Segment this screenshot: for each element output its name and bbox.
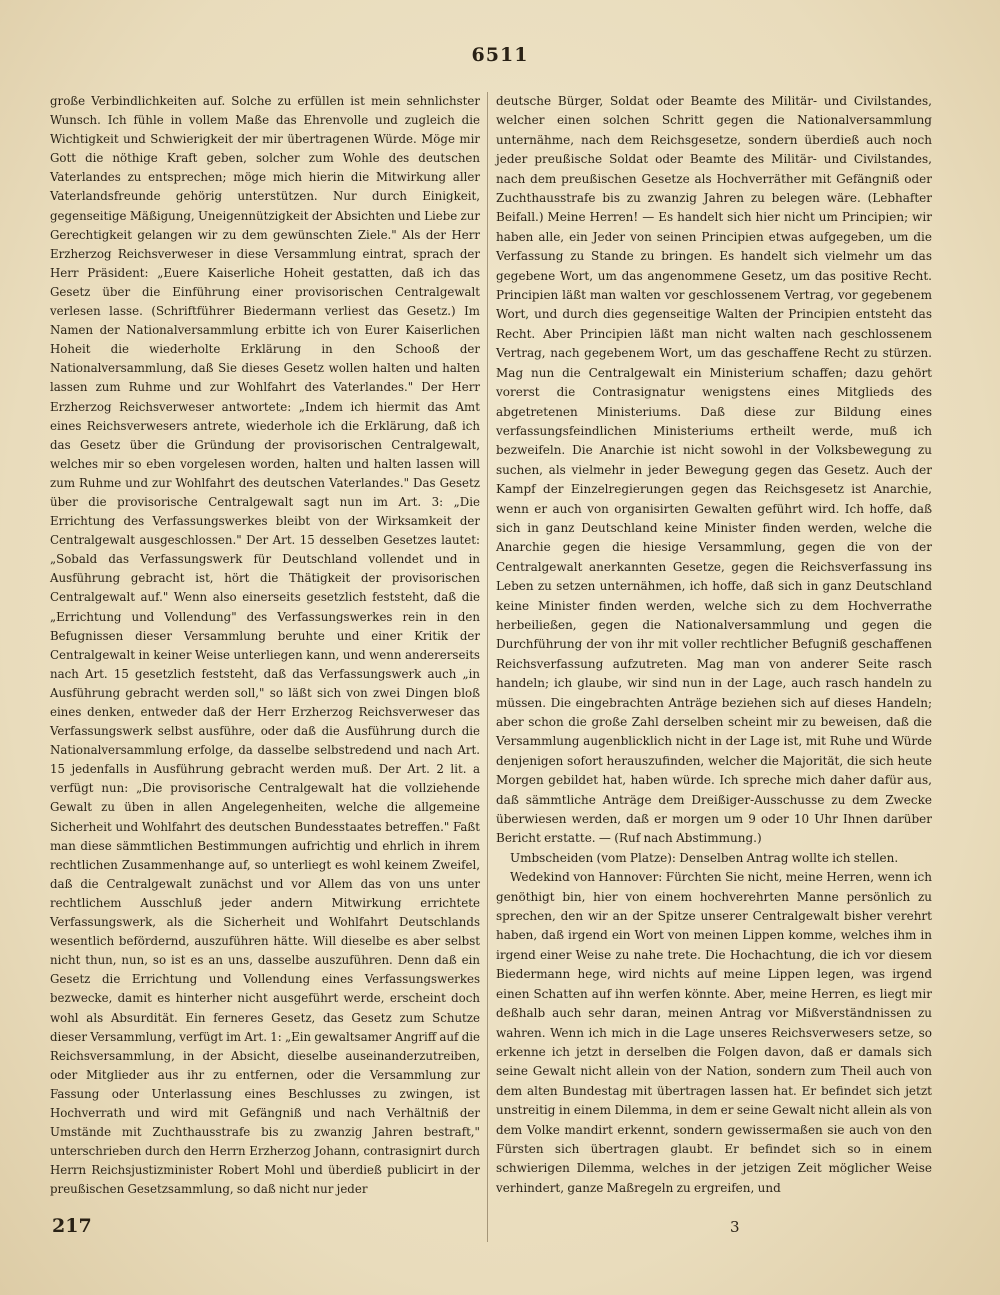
left-column [50, 92, 480, 1199]
signature-number: 217 [52, 1215, 92, 1237]
sheet-number: 3 [730, 1218, 740, 1236]
right-column [496, 92, 932, 1198]
column-divider [487, 92, 488, 1242]
page-number: 6511 [471, 44, 529, 66]
right-paragraph-1: deutsche Bürger, Soldat oder Beamte des Militär- und Civilstandes, welcher einen solchen Schritt gegen die Nationalversammlung unternähme, nach dem Reichsgesetze, sondern überdieß auch noch jeder preußische Soldat oder Beamte des Militär- und Civilstandes, nach dem preußischen Gesetze als Hochverräther mit Gefängniß oder Zuchthausstrafe bis zu zwanzig Jahren zu belegen wäre. (Lebhafter Beifall.) Meine Herren! — Es handelt sich hier nicht um Principien; wir haben alle, ein Jeder von seinen Principien etwas aufgegeben, um die Verfassung zu Stande zu bringen. Es handelt sich vielmehr um das gegebene Wort, um das angenommene Gesetz, um das positive Recht. Principien läßt man walten vor geschlossenem Vertrag, vor gegebenem Wort, und durch dies gegenseitige Walten der Principien entsteht das Recht. Aber Principien läßt man nicht walten nach geschlossenem Vertrag, nach gegebenem Wort, um das geschaffene Recht zu stürzen. Mag nun die Centralgewalt ein Ministerium schaffen; dazu gehört vorerst die Contrasignatur wenigstens eines Mitglieds des abgetretenen Ministeriums. Daß diese zur Bildung eines verfassungsfeindlichen Ministeriums ertheilt werde, muß ich bezweifeln. Die Anarchie ist nicht sowohl in der Volksbewegung zu suchen, als vielmehr in jeder Bewegung gegen das Gesetz. Auch der Kampf der Einzelregierungen gegen das Reichsgesetz ist Anarchie, wenn er auch von organisirten Gewalten geführt wird. Ich hoffe, daß sich in ganz Deutschland keine Minister finden werden, welche die Anarchie gegen die hiesige Versammlung, gegen die von der Centralgewalt anerkannten Gesetze, gegen die Reichsverfassung ins Leben zu setzen unternähmen, ich hoffe, daß sich in ganz Deutschland keine Minister finden werden, welche sich zu dem Hochverrathe herbeiließen, gegen die Nationalversammlung und gegen die Durchführung der von ihr mit voller rechtlicher Befugniß geschaffenen Reichsverfassung aufzutreten. Mag man von anderer Seite rasch handeln; ich glaube, wir sind nun in der Lage, auch rasch handeln zu müssen. Die eingebrachten Anträge beziehen sich auf dieses Handeln; aber schon die große Zahl derselben scheint mir zu beweisen, daß die Versammlung augenblicklich nicht in der Lage ist, mit Ruhe und Würde denjenigen sofort herauszufinden, welcher die Majorität, die sich heute Morgen gebildet hat, haben würde. Ich spreche mich daher dafür aus, daß sämmtliche Anträge dem Dreißiger-Ausschusse zu dem Zwecke überwiesen werden, daß er morgen um 9 oder 10 Uhr Ihnen darüber Bericht erstatte. — (Ruf nach Abstimmung.) [496, 94, 932, 846]
left-paragraph-1: große Verbindlichkeiten auf. Solche zu erfüllen ist mein sehnlichster Wunsch. Ich fühle in vollem Maße das Ehrenvolle und zugleich die Wichtigkeit und Schwierigkeit der mir übertragenen Würde. Möge mir Gott die nöthige Kraft geben, solcher zum Wohle des deutschen Vaterlandes zu entsprechen; möge mich hierin die Mitwirkung aller Vaterlandsfreunde gehörig unterstützen. Nur durch Einigkeit, gegenseitige Mäßigung, Uneigennützigkeit der Absichten und Liebe zur Gerechtigkeit gelangen wir zu dem gewünschten Ziele." Als der Herr Erzherzog Reichsverweser in diese Versammlung eintrat, sprach der Herr Präsident: „Euere Kaiserliche Hoheit gestatten, daß ich das Gesetz über die Einführung einer provisorischen Centralgewalt verlesen lasse. (Schriftführer Biedermann verliest das Gesetz.) Im Namen der Nationalversammlung erbitte ich von Eurer Kaiserlichen Hoheit die wiederholte Erklärung in den Schooß der Nationalversammlung, daß Sie dieses Gesetz wollen halten und halten lassen zum Ruhme und zur Wohlfahrt des Vaterlandes." Der Herr Erzherzog Reichsverweser antwortete: „Indem ich hiermit das Amt eines Reichsverwesers antrete, wiederhole ich die Erklärung, daß ich das Gesetz über die Gründung der provisorischen Centralgewalt, welches mir so eben vorgelesen worden, halten und halten lassen will zum Ruhme und zur Wohlfahrt des deutschen Vaterlandes." Das Gesetz über die provisorische Centralgewalt sagt nun im Art. 3: „Die Errichtung des Verfassungswerkes bleibt von der Wirksamkeit der Centralgewalt ausgeschlossen." Der Art. 15 desselben Gesetzes lautet: „Sobald das Verfassungswerk für Deutschland vollendet und in Ausführung gebracht ist, hört die Thätigkeit der provisorischen Centralgewalt auf." Wenn also einerseits gesetzlich feststeht, daß die „Errichtung und Vollendung" des Verfassungswerkes rein in den Befugnissen dieser Versammlung beruhte und einer Kritik der Centralgewalt in keiner Weise unterliegen kann, und wenn andererseits nach Art. 15 gesetzlich feststeht, daß das Verfassungswerk auch „in Ausführung gebracht werden soll," so läßt sich von zwei Dingen bloß eines denken, entweder daß der Herr Erzherzog Reichsverweser das Verfassungswerk selbst ausführe, oder daß die Ausführung durch die Nationalversammlung erfolge, da dasselbe selbstredend und nach Art. 15 jedenfalls in Ausführung gebracht werden muß. Der Art. 2 lit. a verfügt nun: „Die provisorische Centralgewalt hat die vollziehende Gewalt zu üben in allen Angelegenheiten, welche die allgemeine Sicherheit und Wohlfahrt des deutschen Bundesstaates betreffen." Faßt man diese sämmtlichen Bestimmungen aufrichtig und ehrlich in ihrem rechtlichen Zusammenhange auf, so unterliegt es wohl keinem Zweifel, daß die Centralgewalt zunächst und vor Allem das von uns unter rechtlichem Ausschluß jeder andern Mitwirkung errichtete Verfassungswerk, als die Sicherheit und Wohlfahrt Deutschlands wesentlich befördernd, auszuführen hätte. Will dieselbe es aber selbst nicht thun, nun, so ist es an uns, dasselbe auszuführen. Denn daß ein Gesetz die Errichtung und Vollendung eines Verfassungswerkes bezwecke, damit es hinterher nicht ausgeführt werde, erscheint doch wohl als Absurdität. Ein ferneres Gesetz, das Gesetz zum Schutze dieser Versammlung, verfügt im Art. 1: „Ein gewaltsamer Angriff auf die Reichsversammlung, in der Absicht, dieselbe auseinanderzutreiben, oder Mitglieder aus ihr zu entfernen, oder die Versammlung zur Fassung oder Unterlassung eines Beschlusses zu zwingen, ist Hochverrath und wird mit Gefängniß und nach Verhältniß der Umstände mit Zuchthausstrafe bis zu zwanzig Jahren bestraft," unterschrieben durch den Herrn Erzherzog Johann, contrasignirt durch Herrn Reichsjustizminister Robert Mohl und überdieß publicirt in der preußischen Gesetzsammlung, so daß nicht nur jeder [50, 94, 480, 1197]
right-paragraph-2: Umbscheiden (vom Platze): Denselben Antrag wollte ich stellen. [510, 850, 899, 865]
right-paragraph-3: Wedekind von Hannover: Fürchten Sie nicht, meine Herren, wenn ich genöthigt bin, hier von einem hochverehrten Manne persönlich zu sprechen, den wir an der Spitze unserer Centralgewalt bisher verehrt haben, daß irgend ein Wort von meinen Lippen komme, welches ihm in irgend einer Weise zu nahe trete. Die Hochachtung, die ich vor diesem Biedermann hege, wird nichts auf meine Lippen legen, was irgend einen Schatten auf ihn werfen könnte. Aber, meine Herren, es liegt mir deßhalb auch sehr daran, meinen Antrag vor Mißverständnissen zu wahren. Wenn ich mich in die Lage unseres Reichsverwesers setze, so erkenne ich jetzt in derselben die Folgen davon, daß er damals sich seine Gewalt nicht allein von der Nation, sondern zum Theil auch von dem alten Bundestag mit übertragen lassen hat. Er befindet sich jetzt unstreitig in einem Dilemma, in dem er seine Gewalt nicht allein als von dem Volke mandirt erkennt, sondern gewissermaßen sie auch von den Fürsten sich übertragen glaubt. Er befindet sich so in einem schwierigen Dilemma, welches in der jetzigen Zeit möglicher Weise verhindert, ganze Maßregeln zu ergreifen, und [496, 870, 932, 1195]
